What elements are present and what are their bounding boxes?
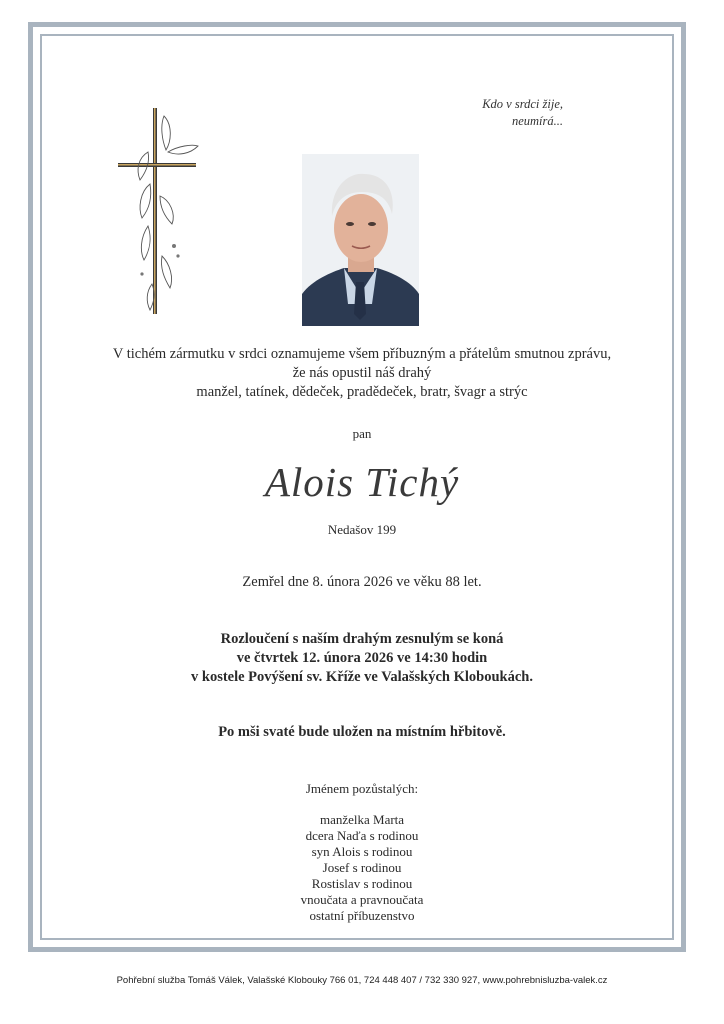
- survivors-list: [0, 812, 724, 924]
- burial-notice: Po mši svaté bude uložen na místním hřbitově.: [218, 724, 506, 740]
- farewell-line-3: v kostele Povýšení sv. Kříže ve Valašských Kloboukách.: [191, 669, 533, 685]
- survivor-item: manželka Marta: [319, 812, 405, 827]
- survivors-label: Jménem pozůstalých:: [305, 781, 419, 796]
- survivor-item: syn Alois s rodinou: [311, 844, 413, 859]
- cross-with-leaves-icon: [112, 106, 204, 320]
- intro-text: [0, 345, 724, 402]
- survivor-item: dcera Naďa s rodinou: [305, 828, 419, 843]
- intro-line-1: V tichém zármutku v srdci oznamujeme všem příbuzným a přátelům smutnou zprávu,: [112, 346, 612, 362]
- farewell-line-1: Rozloučení s naším drahým zesnulým se koná: [220, 631, 504, 647]
- intro-line-2: že nás opustil náš drahý: [292, 365, 432, 381]
- survivor-item: Rostislav s rodinou: [311, 876, 413, 891]
- deceased-name: Alois Tichý: [264, 459, 460, 505]
- farewell-info: [0, 630, 724, 687]
- deceased-address: Nedašov 199: [327, 522, 397, 537]
- motto-line-1: Kdo v srdci žije,: [482, 97, 563, 111]
- farewell-line-2: ve čtvrtek 12. února 2026 ve 14:30 hodin: [236, 650, 488, 666]
- title-word: pan: [352, 426, 372, 441]
- portrait-image: [302, 154, 419, 326]
- survivor-item: ostatní příbuzenstvo: [309, 908, 415, 923]
- survivor-item: vnoučata a pravnoučata: [300, 892, 424, 907]
- funeral-service-footer: Pohřební služba Tomáš Válek, Valašské Klobouky 766 01, 724 448 407 / 732 330 927, www.pohrebnisluzba-valek.cz: [116, 975, 608, 986]
- intro-line-3: manžel, tatínek, dědeček, pradědeček, bratr, švagr a strýc: [196, 384, 528, 400]
- death-notice: Zemřel dne 8. února 2026 ve věku 88 let.: [242, 574, 482, 590]
- motto-line-2: neumírá...: [511, 114, 563, 128]
- motto: [423, 96, 563, 130]
- survivor-item: Josef s rodinou: [322, 860, 402, 875]
- portrait-photo: [302, 154, 419, 326]
